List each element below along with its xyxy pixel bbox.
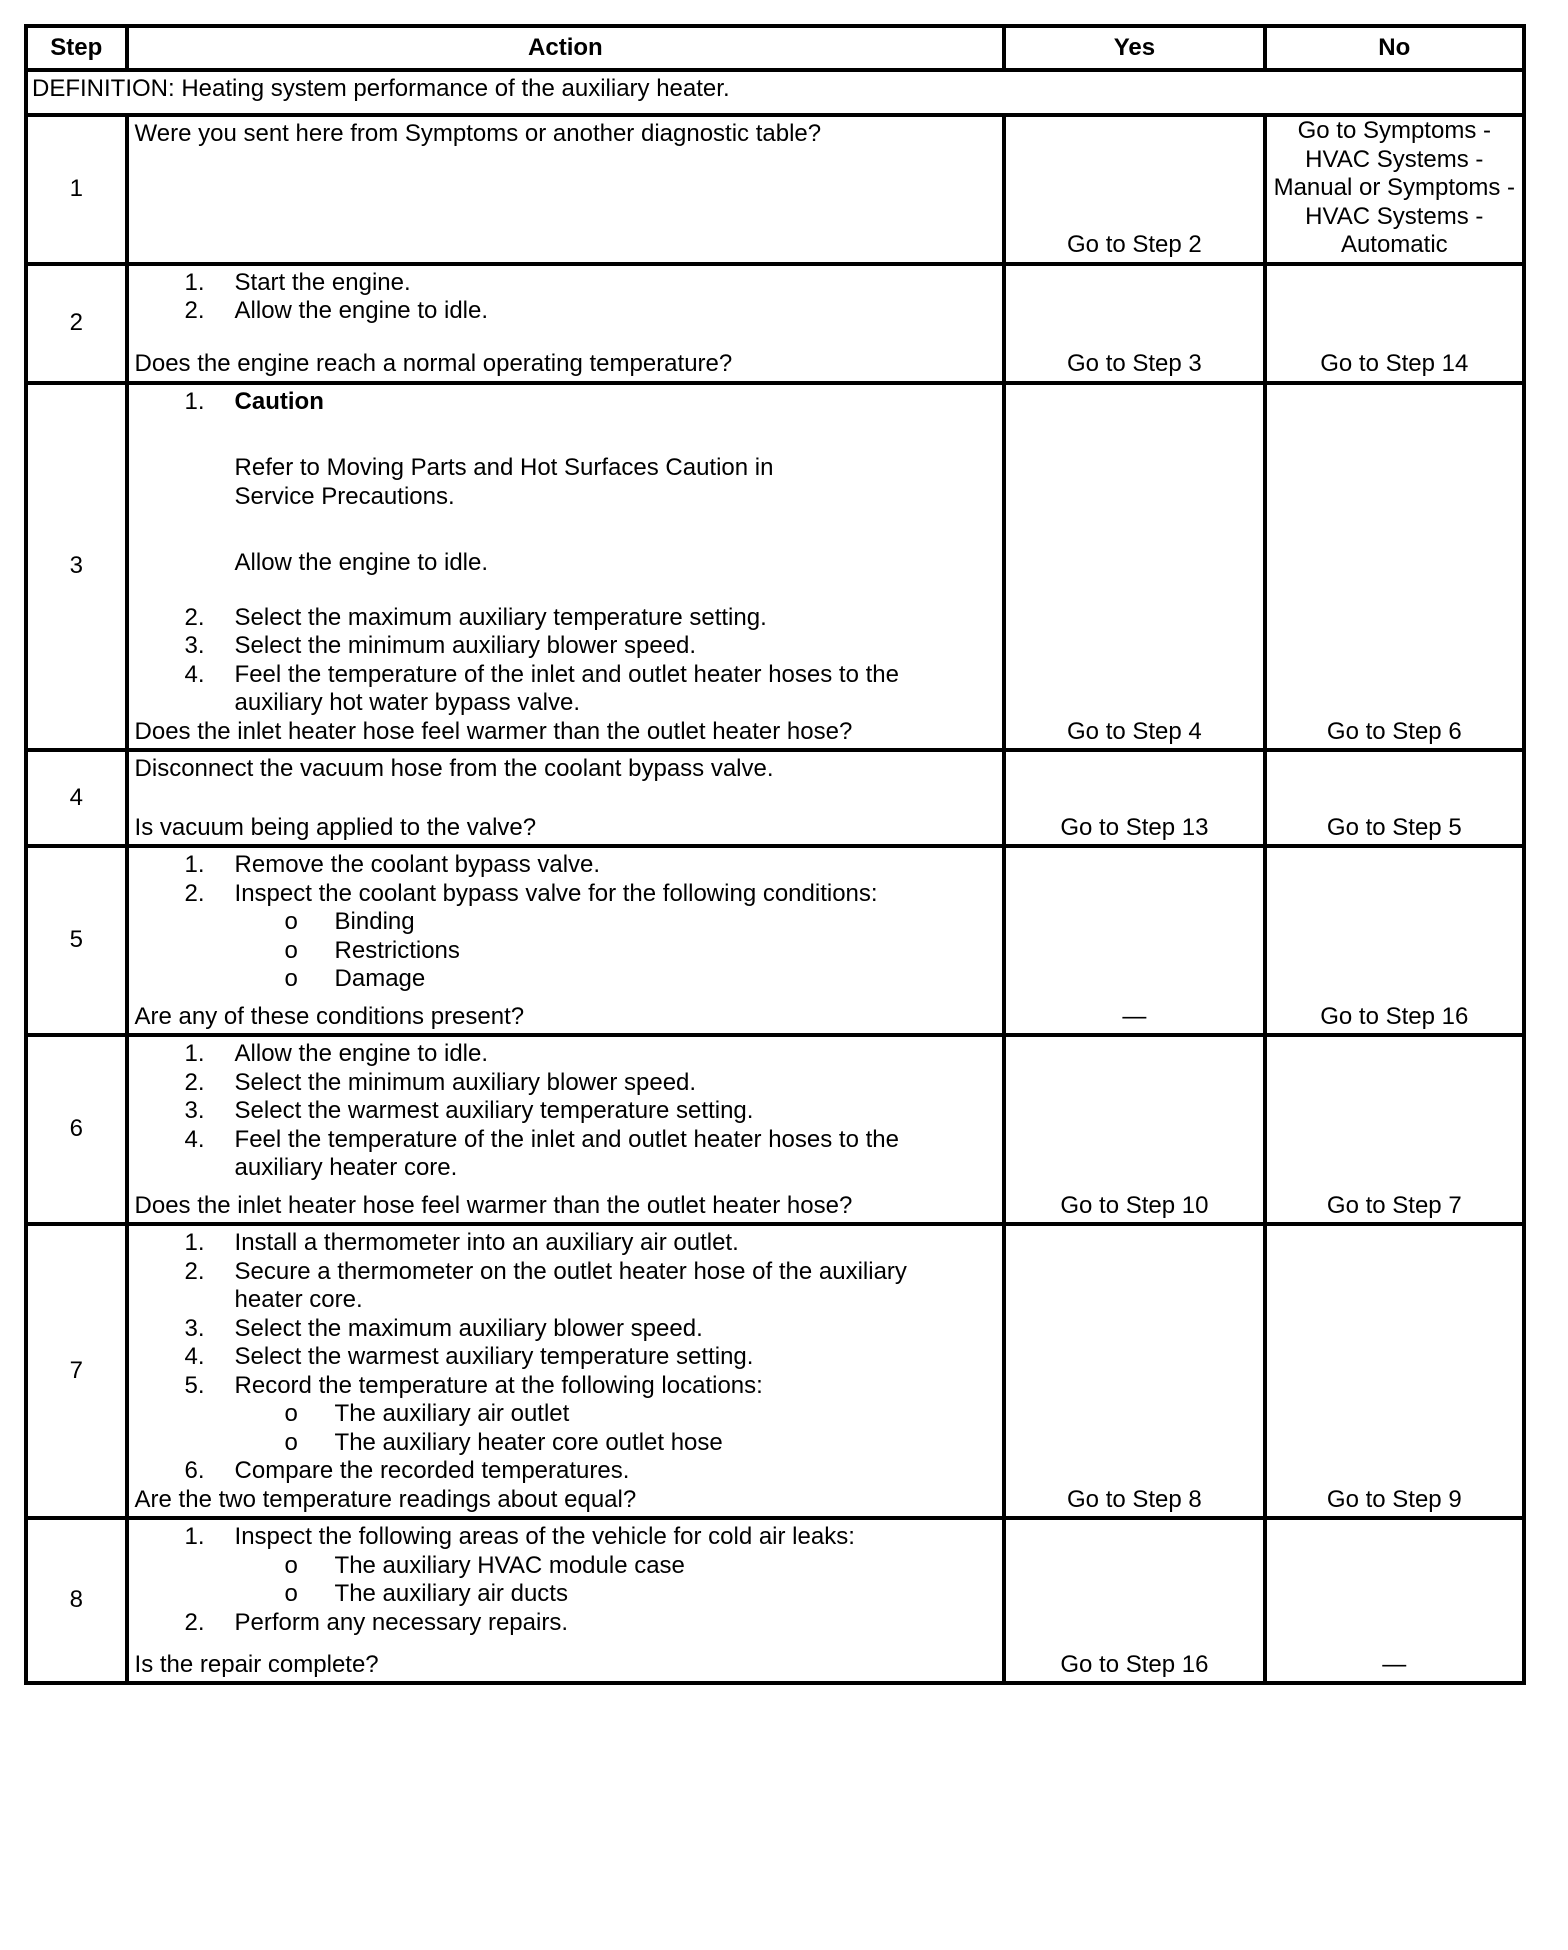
action-cell [127, 1224, 1005, 1518]
list-item: 2. Secure a thermometer on the outlet heater hose of the auxiliary heater core. [184, 1257, 907, 1313]
list-item: 1. Remove the coolant bypass valve. [184, 851, 601, 878]
list-item: 4. Feel the temperature of the inlet and outlet heater hoses to the auxiliary heater core. [184, 1125, 899, 1181]
list-item: 3. Select the minimum auxiliary blower speed. [184, 632, 697, 659]
sub-list [235, 908, 997, 994]
step-number: 1 [26, 115, 127, 264]
list-item: 6. Compare the recorded temperatures. [184, 1457, 630, 1484]
table-row [26, 383, 1524, 751]
sub-item: o The auxiliary air outlet [284, 1400, 570, 1427]
action-question: Is the repair complete? [134, 1650, 379, 1678]
action-steps [135, 1229, 997, 1486]
yes-cell: — [1004, 846, 1264, 1035]
action-question: Are any of these conditions present? [134, 1002, 525, 1030]
action-intro: Disconnect the vacuum hose from the coolant bypass valve. [134, 755, 774, 782]
action-cell [127, 115, 1005, 264]
no-cell: Go to Step 7 [1265, 1035, 1524, 1224]
list-item: 1. Inspect the following areas of the vehicle for cold air leaks: o The auxiliary HVAC module case o The auxiliary air ducts [135, 1523, 997, 1609]
caution-action: Allow the engine to idle. [234, 549, 489, 576]
diagnostic-table [24, 24, 1526, 1685]
yes-cell: Go to Step 16 [1004, 1518, 1264, 1683]
table-row [26, 264, 1524, 383]
table-row [26, 846, 1524, 1035]
action-cell [127, 1035, 1005, 1224]
step-number: 8 [26, 1518, 127, 1683]
header-row [26, 26, 1524, 70]
sub-item: o Restrictions [284, 936, 460, 964]
no-cell: Go to Step 16 [1265, 846, 1524, 1035]
yes-cell: Go to Step 3 [1004, 264, 1264, 383]
step-number: 5 [26, 846, 127, 1035]
no-cell: Go to Step 14 [1265, 264, 1524, 383]
action-steps [135, 388, 997, 718]
definition-text: DEFINITION: Heating system performance of the auxiliary heater. [26, 70, 1524, 115]
caution-title: Caution [234, 387, 324, 415]
list-item: 3. Select the maximum auxiliary blower speed. [184, 1314, 703, 1342]
sub-item: o The auxiliary heater core outlet hose [284, 1428, 723, 1456]
list-item: 2. Allow the engine to idle. [184, 297, 489, 324]
sub-item: o The auxiliary air ducts [284, 1580, 568, 1607]
yes-cell: Go to Step 8 [1004, 1224, 1264, 1518]
sub-item: o The auxiliary HVAC module case [284, 1551, 685, 1579]
action-cell [127, 264, 1005, 383]
action-steps [135, 851, 997, 1003]
header-no: No [1265, 26, 1524, 70]
caution-text: Refer to Moving Parts and Hot Surfaces Caution in Service Precautions. [234, 454, 774, 510]
yes-cell: Go to Step 4 [1004, 383, 1264, 751]
action-question: Does the inlet heater hose feel warmer than the outlet heater hose? [134, 717, 853, 745]
action-question: Does the engine reach a normal operating temperature? [134, 350, 733, 377]
step-number: 4 [26, 750, 127, 846]
action-question: Is vacuum being applied to the valve? [134, 813, 537, 841]
list-item: 2. Inspect the coolant bypass valve for the following conditions: o Binding o Restrictions o Damage [135, 880, 997, 994]
table-row [26, 1518, 1524, 1683]
action-intro: Were you sent here from Symptoms or another diagnostic table? [134, 120, 822, 147]
list-item: 1. Allow the engine to idle. [184, 1040, 489, 1067]
list-item: 1. Caution Refer to Moving Parts and Hot Surfaces Caution in Service Precautions. Allow the engine to idle. [135, 388, 997, 604]
no-cell: Go to Step 5 [1265, 750, 1524, 846]
step-number: 7 [26, 1224, 127, 1518]
table-row [26, 115, 1524, 264]
list-item: 4. Feel the temperature of the inlet and outlet heater hoses to the auxiliary hot water bypass valve. [184, 660, 899, 716]
list-item: 5. Record the temperature at the following locations: o The auxiliary air outlet o The auxiliary heater core outlet hose [135, 1372, 997, 1458]
yes-cell: Go to Step 10 [1004, 1035, 1264, 1224]
action-question: Are the two temperature readings about equal? [134, 1485, 637, 1513]
header-action: Action [127, 26, 1005, 70]
step-number: 2 [26, 264, 127, 383]
action-cell [127, 846, 1005, 1035]
list-item: 2. Select the maximum auxiliary temperature setting. [184, 603, 767, 631]
table-row [26, 750, 1524, 846]
list-item: 2. Perform any necessary repairs. [184, 1608, 568, 1636]
list-item: 4. Select the warmest auxiliary temperature setting. [184, 1343, 754, 1370]
list-item: 1. Start the engine. [184, 268, 411, 296]
table-row [26, 1224, 1524, 1518]
action-cell [127, 750, 1005, 846]
no-cell: — [1265, 1518, 1524, 1683]
sub-item: o Binding [284, 908, 415, 935]
no-cell: Go to Step 9 [1265, 1224, 1524, 1518]
sub-list [235, 1552, 997, 1609]
yes-cell: Go to Step 2 [1004, 115, 1264, 264]
action-cell [127, 1518, 1005, 1683]
header-yes: Yes [1004, 26, 1264, 70]
yes-cell: Go to Step 13 [1004, 750, 1264, 846]
no-cell: Go to Step 6 [1265, 383, 1524, 751]
sub-list [235, 1400, 997, 1457]
definition-row [26, 70, 1524, 115]
action-steps [135, 1040, 997, 1192]
no-cell: Go to Symptoms - HVAC Systems - Manual or Symptoms - HVAC Systems - Automatic [1265, 115, 1524, 264]
action-question: Does the inlet heater hose feel warmer than the outlet heater hose? [134, 1191, 853, 1219]
list-item: 3. Select the warmest auxiliary temperature setting. [184, 1097, 754, 1124]
table-row [26, 1035, 1524, 1224]
step-number: 6 [26, 1035, 127, 1224]
list-item: 2. Select the minimum auxiliary blower speed. [184, 1068, 697, 1096]
action-cell [127, 383, 1005, 751]
list-item: 1. Install a thermometer into an auxiliary air outlet. [184, 1229, 739, 1256]
action-steps [135, 1523, 997, 1651]
step-number: 3 [26, 383, 127, 751]
sub-item: o Damage [284, 965, 426, 992]
action-steps [135, 269, 997, 351]
header-step: Step [26, 26, 127, 70]
